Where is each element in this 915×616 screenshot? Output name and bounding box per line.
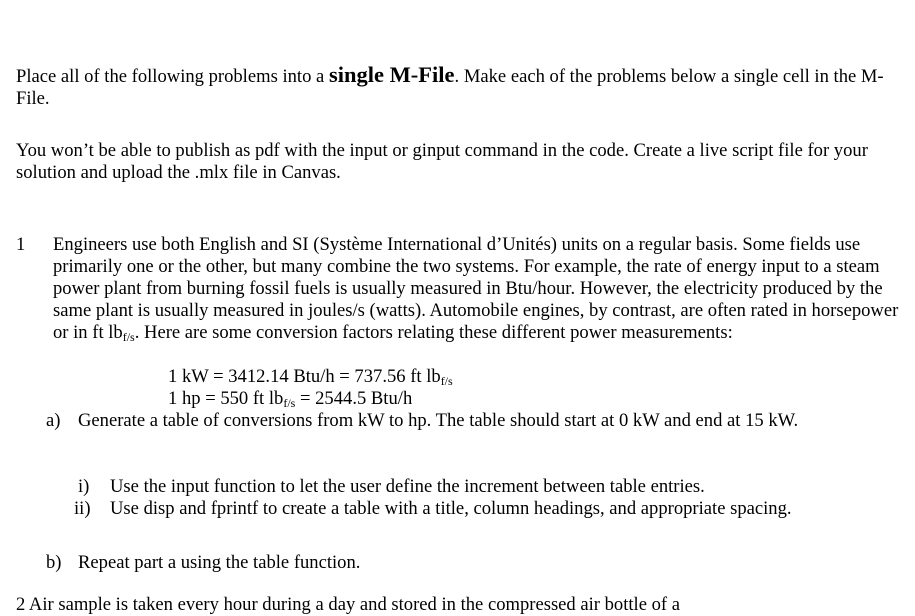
- conversion-formula-kw: 1 kW = 3412.14 Btu/h = 737.56 ft $lb_{f/s}$: [168, 366, 453, 388]
- part-b-label: b): [46, 552, 62, 573]
- emphasis-single-mfile: single M-File: [328, 62, 455, 87]
- sub-item-ii-text: Use disp and fprintf to create a table with a title, column headings, and appropriate spacing.: [110, 498, 792, 519]
- problem-1-text: Engineers use both English and SI (Système International d’Unités) units on a regular basis. Some fields use primarily one or the other, but many combine the two systems. For example, the rate of energy input to a steam power plant from burning fossil fuels is usually measured in Btu/hour. However, the electricity produced by the same plant is usually measured in joules/s (watts). Automobile engines, by contrast, are often rated in horsepower or in ft $lb_{f/s}$. Here are some conversion factors relating these different power measurements:: [53, 234, 899, 344]
- part-a-text: Generate a table of conversions from kW to hp. The table should start at 0 kW and end at 15 kW.: [78, 410, 799, 431]
- part-a-label: a): [46, 410, 61, 431]
- intro-instruction: Place all of the following problems into a single M-File. Make each of the problems below a single cell in the M-File.: [16, 62, 884, 109]
- problem-number: 1: [16, 234, 26, 255]
- sub-item-i-text: Use the input function to let the user define the increment between table entries.: [110, 476, 705, 497]
- problem-2-cutoff-line: 2 Air sample is taken every hour during a day and stored in the compressed air bottle of a: [16, 594, 681, 615]
- sub-item-ii-label: ii): [74, 498, 91, 519]
- conversion-formula-hp: 1 hp = 550 ft $lb_{f/s} = 2544.5$ Btu/h: [168, 388, 413, 410]
- sub-item-i-label: i): [78, 476, 90, 497]
- part-b-text: Repeat part a using the table function.: [78, 552, 361, 573]
- intro-live-script-note: You won’t be able to publish as pdf with the input or ginput command in the code. Create a live script file for your solution and upload the .mlx file in Canvas.: [16, 140, 868, 183]
